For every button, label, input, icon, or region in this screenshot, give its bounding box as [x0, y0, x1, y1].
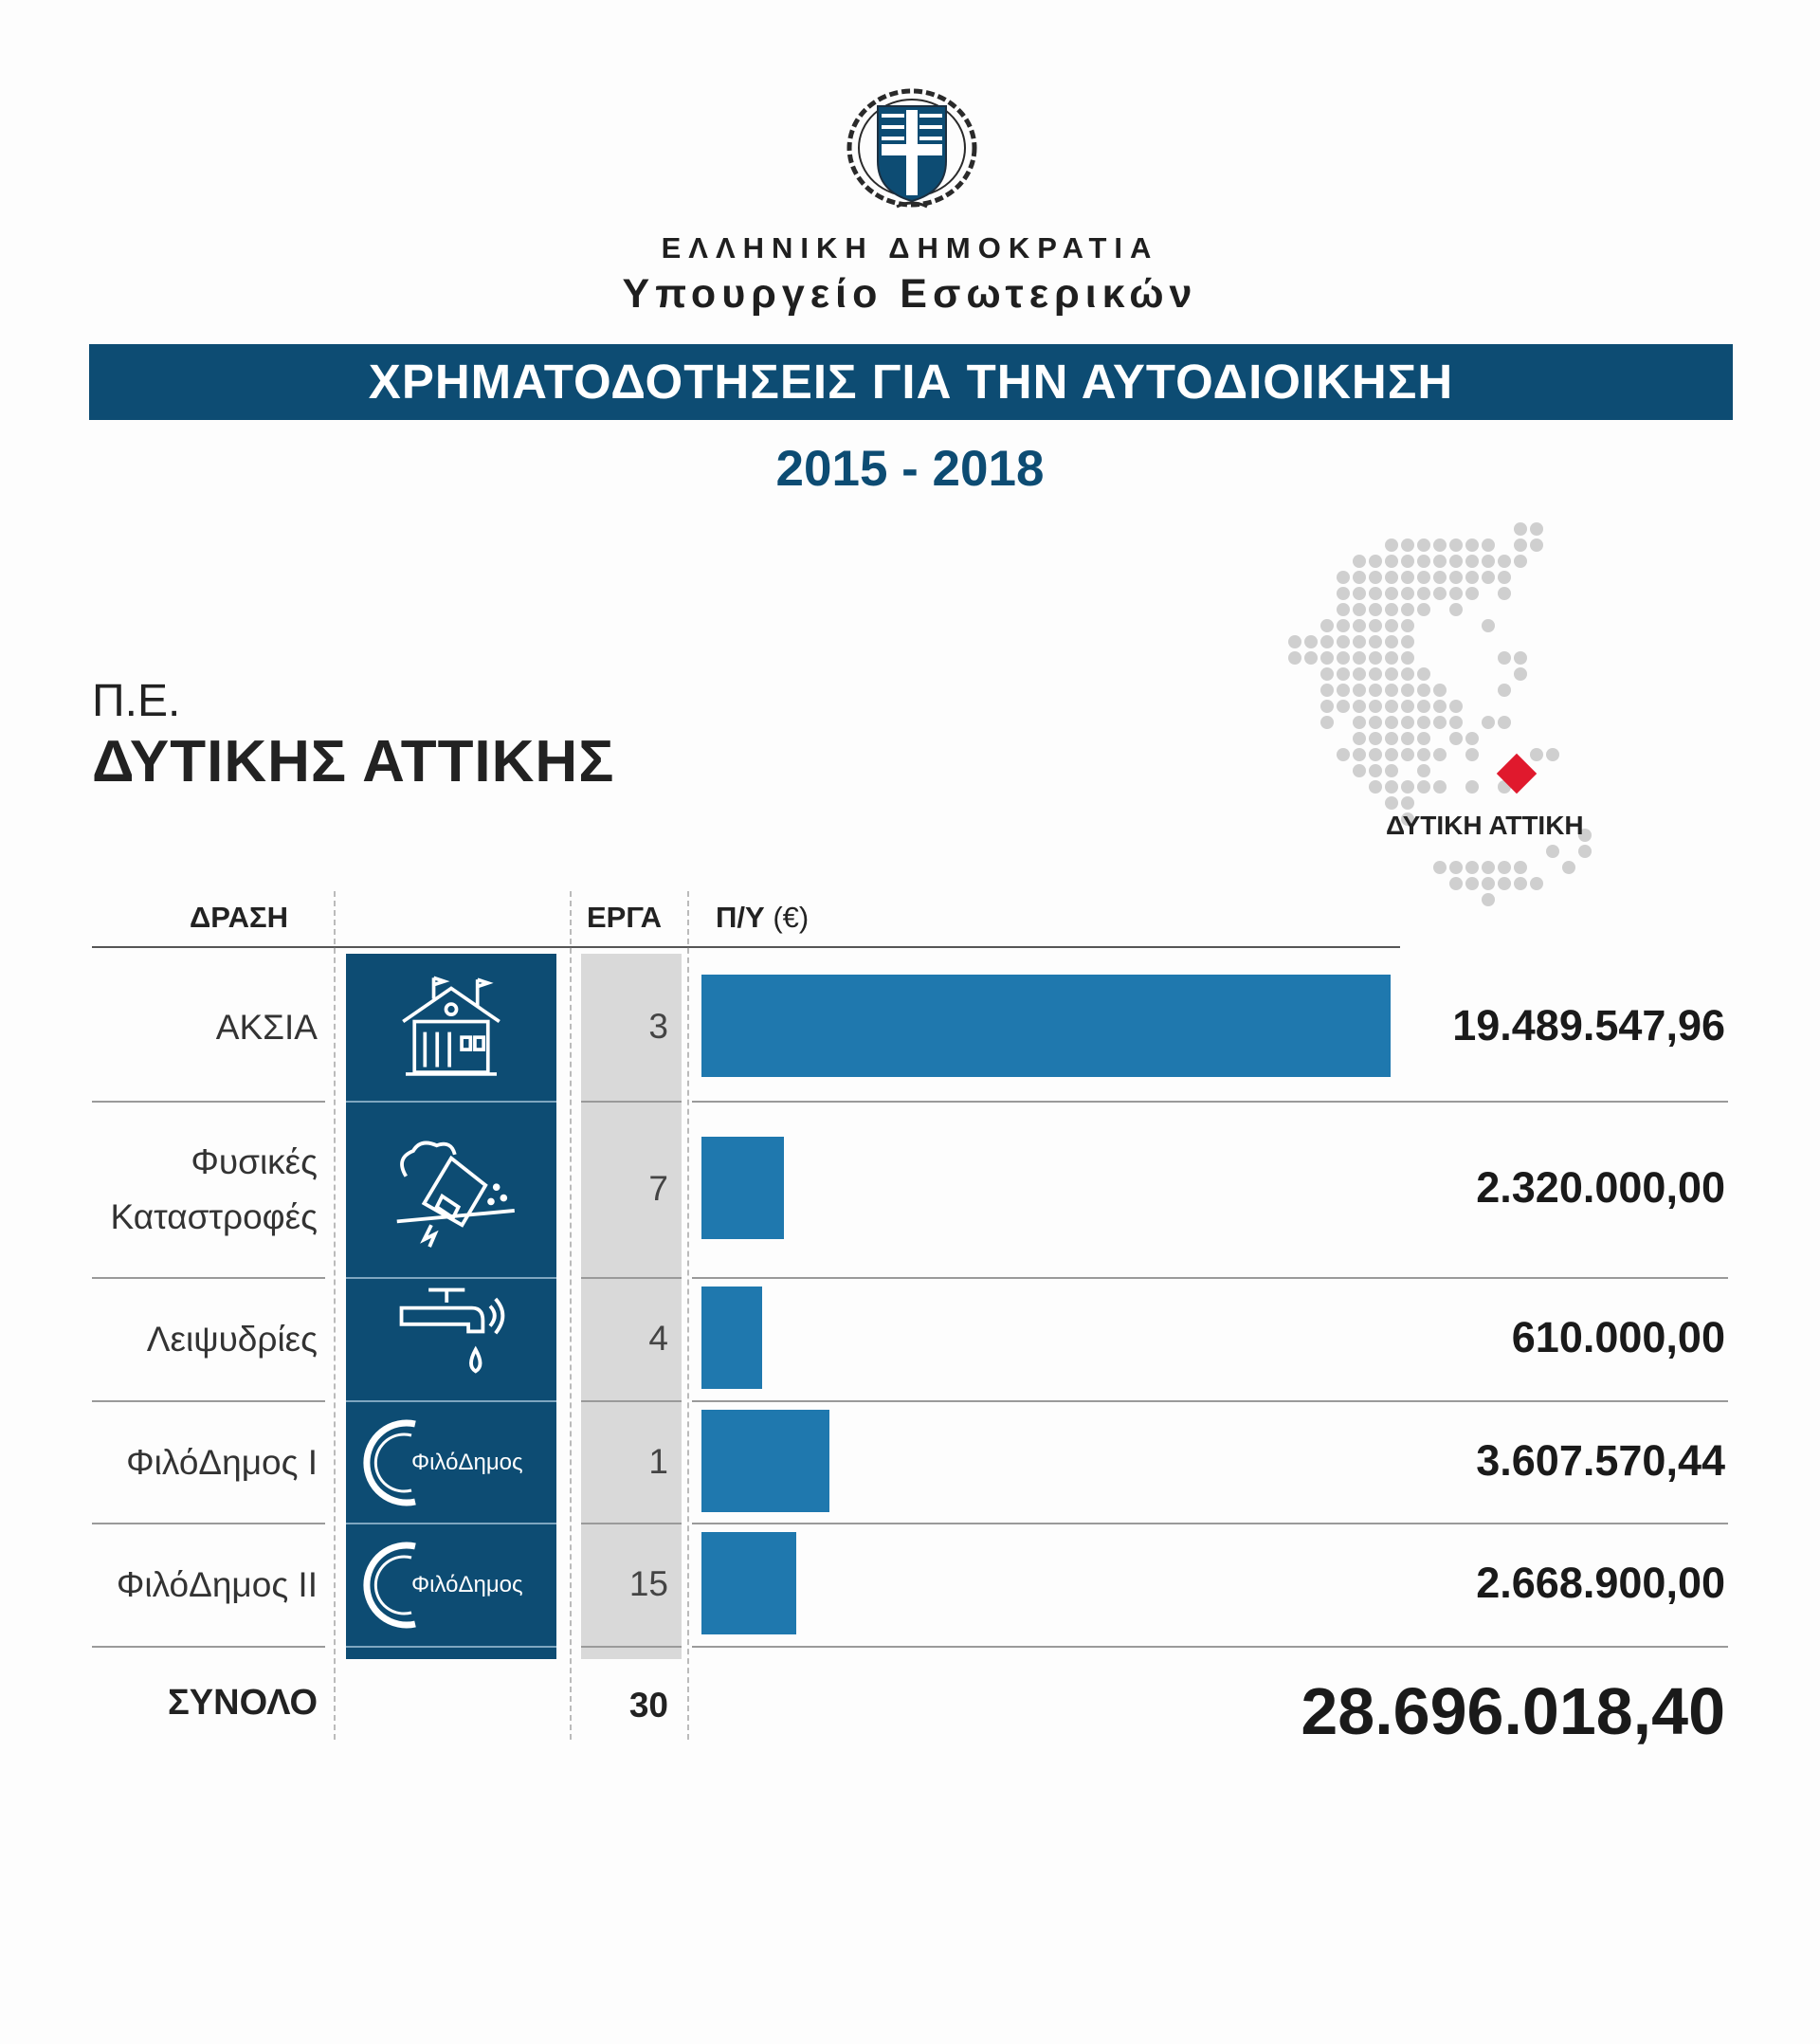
- budget-bar: [701, 1532, 796, 1634]
- row-divider: [581, 1646, 682, 1648]
- row-divider: [92, 1523, 325, 1524]
- map-dot: [1449, 700, 1463, 713]
- map-dot: [1546, 748, 1559, 761]
- map-dot: [1337, 603, 1350, 616]
- map-dot: [1353, 684, 1366, 697]
- column-divider: [334, 891, 336, 1740]
- map-dot: [1385, 555, 1398, 568]
- map-dot: [1401, 555, 1414, 568]
- header-divider: [92, 946, 1400, 948]
- map-dot: [1449, 603, 1463, 616]
- row-divider: [92, 1646, 325, 1648]
- map-dot: [1514, 861, 1527, 874]
- row-divider: [581, 1400, 682, 1402]
- map-dot: [1385, 764, 1398, 777]
- map-dot: [1353, 732, 1366, 745]
- map-dot: [1498, 684, 1511, 697]
- map-dot: [1433, 780, 1447, 794]
- map-dot: [1465, 780, 1479, 794]
- budget-header-label: Π/Υ: [716, 901, 765, 934]
- map-dot: [1449, 571, 1463, 584]
- map-dot: [1385, 796, 1398, 810]
- greek-emblem-icon: [842, 85, 982, 218]
- map-dot: [1514, 651, 1527, 665]
- budget-value-label: 2.668.900,00: [1476, 1559, 1725, 1607]
- map-dot: [1353, 635, 1366, 648]
- map-dot: [1449, 538, 1463, 552]
- natural-disaster-house-icon: [346, 1103, 556, 1277]
- map-dot: [1337, 667, 1350, 681]
- action-label-line: Λειψυδρίες: [146, 1320, 318, 1359]
- map-dot: [1401, 667, 1414, 681]
- ministry-name: Υπουργείο Εσωτερικών: [622, 271, 1198, 317]
- map-dot: [1353, 748, 1366, 761]
- map-dot: [1498, 571, 1511, 584]
- map-dot: [1385, 619, 1398, 632]
- total-projects: 30: [628, 1686, 668, 1725]
- map-dot: [1385, 732, 1398, 745]
- map-dot: [1385, 780, 1398, 794]
- row-divider: [692, 1523, 1728, 1524]
- greece-dot-map: [1280, 512, 1649, 986]
- map-dot: [1417, 700, 1430, 713]
- map-dot: [1465, 538, 1479, 552]
- map-dot: [1482, 893, 1495, 906]
- map-dot: [1530, 522, 1543, 536]
- map-dot: [1498, 587, 1511, 600]
- map-dot: [1433, 571, 1447, 584]
- map-dot: [1482, 571, 1495, 584]
- row-divider: [92, 1277, 325, 1279]
- map-dot: [1449, 555, 1463, 568]
- row-divider: [581, 1523, 682, 1524]
- map-dot: [1514, 538, 1527, 552]
- map-dot: [1369, 732, 1382, 745]
- map-dot: [1433, 748, 1447, 761]
- row-divider: [581, 1277, 682, 1279]
- map-dot: [1320, 619, 1334, 632]
- map-dot: [1385, 587, 1398, 600]
- map-dot: [1369, 635, 1382, 648]
- school-building-icon: [346, 954, 556, 1101]
- map-dot: [1385, 603, 1398, 616]
- years-subtitle: 2015 - 2018: [775, 441, 1045, 497]
- budget-value-label: 610.000,00: [1511, 1313, 1725, 1361]
- filodimos-logo-icon: [346, 1524, 556, 1646]
- map-dot: [1353, 651, 1366, 665]
- map-dot: [1449, 716, 1463, 729]
- map-dot: [1353, 667, 1366, 681]
- map-region-label: ΔΥΤΙΚΗ ΑΤΤΙΚΗ: [1386, 811, 1584, 840]
- water-tap-icon: [346, 1279, 556, 1400]
- map-dot: [1417, 764, 1430, 777]
- map-dot: [1482, 555, 1495, 568]
- map-dot: [1401, 571, 1414, 584]
- map-dot: [1369, 587, 1382, 600]
- map-dot: [1304, 635, 1318, 648]
- total-label: ΣΥΝΟΛΟ: [167, 1683, 318, 1723]
- map-dot: [1337, 635, 1350, 648]
- map-dot: [1417, 571, 1430, 584]
- map-dot: [1385, 571, 1398, 584]
- projects-count: 7: [648, 1169, 668, 1208]
- map-dot: [1353, 603, 1366, 616]
- map-dot: [1369, 571, 1382, 584]
- map-dot: [1417, 684, 1430, 697]
- map-dot: [1417, 603, 1430, 616]
- map-dot: [1353, 716, 1366, 729]
- map-dot: [1546, 845, 1559, 858]
- map-dot: [1353, 619, 1366, 632]
- projects-count: 15: [628, 1564, 668, 1603]
- map-dot: [1401, 651, 1414, 665]
- map-dot: [1433, 716, 1447, 729]
- map-dot: [1369, 716, 1382, 729]
- row-divider: [346, 1646, 556, 1648]
- map-dot: [1369, 555, 1382, 568]
- map-dot: [1514, 877, 1527, 890]
- map-dot: [1465, 571, 1479, 584]
- row-divider: [692, 1400, 1728, 1402]
- map-dot: [1530, 748, 1543, 761]
- row-divider: [692, 1646, 1728, 1648]
- map-dot: [1369, 748, 1382, 761]
- map-dot: [1320, 716, 1334, 729]
- map-dot: [1417, 716, 1430, 729]
- map-dot: [1433, 861, 1447, 874]
- map-dot: [1465, 587, 1479, 600]
- map-dot: [1369, 619, 1382, 632]
- map-dot: [1562, 861, 1575, 874]
- map-dot: [1320, 651, 1334, 665]
- total-value: 28.696.018,40: [1301, 1674, 1725, 1748]
- action-label-line: Καταστροφές: [110, 1197, 318, 1236]
- map-dot: [1320, 667, 1334, 681]
- budget-bar: [701, 1410, 829, 1512]
- filodimos-logo-text: ΦιλόΔημος: [411, 1572, 523, 1597]
- map-dot: [1337, 587, 1350, 600]
- column-header-action: ΔΡΑΣΗ: [190, 901, 289, 934]
- action-label-line: ΦιλόΔημος Ι: [126, 1442, 318, 1482]
- action-label: [38, 1000, 318, 1055]
- column-header-projects: ΕΡΓΑ: [587, 901, 662, 934]
- map-dot: [1353, 571, 1366, 584]
- title-banner: ΧΡΗΜΑΤΟΔΟΤΗΣΕΙΣ ΓΙΑ ΤΗΝ ΑΥΤΟΔΙΟΙΚΗΣΗ: [89, 344, 1733, 420]
- map-dot: [1514, 522, 1527, 536]
- map-dot: [1320, 635, 1334, 648]
- map-dot: [1385, 651, 1398, 665]
- map-dot: [1385, 667, 1398, 681]
- map-dot: [1433, 538, 1447, 552]
- budget-value-label: 19.489.547,96: [1452, 1000, 1725, 1049]
- column-header-budget: [716, 901, 809, 935]
- action-label: [38, 1135, 318, 1245]
- map-dot: [1304, 651, 1318, 665]
- budget-bar: [701, 1137, 784, 1239]
- map-dot: [1401, 796, 1414, 810]
- map-dot: [1369, 651, 1382, 665]
- map-dot: [1369, 700, 1382, 713]
- map-dot: [1353, 700, 1366, 713]
- map-dot: [1385, 684, 1398, 697]
- map-dot: [1401, 780, 1414, 794]
- map-dot: [1337, 700, 1350, 713]
- row-divider: [92, 1400, 325, 1402]
- map-dot: [1401, 732, 1414, 745]
- column-divider: [687, 891, 689, 1740]
- projects-count: 4: [648, 1319, 668, 1358]
- map-dot: [1482, 538, 1495, 552]
- map-dot: [1465, 861, 1479, 874]
- map-dot: [1337, 748, 1350, 761]
- map-dot: [1320, 700, 1334, 713]
- row-divider: [92, 1101, 325, 1103]
- country-name: ΕΛΛΗΝΙΚΗ ΔΗΜΟΚΡΑΤΙΑ: [661, 231, 1159, 265]
- map-dot: [1369, 780, 1382, 794]
- map-dot: [1498, 716, 1511, 729]
- projects-column: [581, 954, 682, 1659]
- map-dot: [1385, 538, 1398, 552]
- region-name: ΔΥΤΙΚΗΣ ΑΤΤΙΚΗΣ: [92, 729, 615, 794]
- map-dot: [1449, 732, 1463, 745]
- filodimos-logo-text: ΦιλόΔημος: [411, 1449, 523, 1475]
- action-label-line: ΑΚΣΙΑ: [215, 1007, 318, 1047]
- map-dot: [1514, 555, 1527, 568]
- row-divider: [692, 1101, 1728, 1103]
- map-dot: [1465, 555, 1479, 568]
- map-dot: [1482, 619, 1495, 632]
- map-dot: [1417, 555, 1430, 568]
- map-dot: [1465, 732, 1479, 745]
- budget-bar: [701, 975, 1391, 1077]
- map-dot: [1401, 587, 1414, 600]
- map-dot: [1385, 716, 1398, 729]
- map-dot: [1401, 700, 1414, 713]
- map-dot: [1353, 555, 1366, 568]
- map-dot: [1433, 555, 1447, 568]
- map-dot: [1498, 877, 1511, 890]
- map-dot: [1433, 587, 1447, 600]
- map-dot: [1417, 732, 1430, 745]
- region-prefix: Π.Ε.: [92, 676, 181, 726]
- map-dot: [1337, 571, 1350, 584]
- action-label: [38, 1558, 318, 1613]
- map-dot: [1417, 538, 1430, 552]
- map-dot: [1465, 877, 1479, 890]
- map-dot: [1417, 780, 1430, 794]
- budget-bar: [701, 1287, 762, 1389]
- map-dot: [1498, 651, 1511, 665]
- map-dot: [1417, 748, 1430, 761]
- filodimos-logo-icon: [346, 1402, 556, 1523]
- budget-header-unit: (€): [773, 901, 810, 934]
- map-dot: [1337, 651, 1350, 665]
- map-dot: [1449, 861, 1463, 874]
- map-dot: [1433, 684, 1447, 697]
- map-dot: [1401, 603, 1414, 616]
- map-dot: [1401, 635, 1414, 648]
- projects-count: 3: [648, 1006, 668, 1046]
- action-label: [38, 1312, 318, 1367]
- map-dot: [1401, 716, 1414, 729]
- map-dot: [1353, 587, 1366, 600]
- row-divider: [692, 1277, 1728, 1279]
- map-dot: [1465, 748, 1479, 761]
- map-dot: [1449, 877, 1463, 890]
- action-label-line: Φυσικές: [191, 1142, 318, 1181]
- map-dot: [1288, 635, 1301, 648]
- map-dot: [1337, 619, 1350, 632]
- action-label: [38, 1435, 318, 1490]
- map-dot: [1288, 651, 1301, 665]
- map-dot: [1337, 684, 1350, 697]
- map-dot: [1482, 861, 1495, 874]
- map-dot: [1530, 877, 1543, 890]
- map-dot: [1369, 684, 1382, 697]
- budget-value-label: 2.320.000,00: [1476, 1163, 1725, 1212]
- map-dot: [1498, 861, 1511, 874]
- map-dot: [1417, 667, 1430, 681]
- action-label-line: ΦιλόΔημος ΙΙ: [116, 1565, 318, 1604]
- map-dot: [1385, 635, 1398, 648]
- projects-count: 1: [648, 1441, 668, 1481]
- map-dot: [1578, 845, 1592, 858]
- column-divider: [570, 891, 572, 1740]
- map-dot: [1514, 667, 1527, 681]
- map-dot: [1385, 700, 1398, 713]
- map-dot: [1530, 538, 1543, 552]
- map-dot: [1369, 603, 1382, 616]
- map-dot: [1385, 748, 1398, 761]
- map-dot: [1498, 555, 1511, 568]
- map-dot: [1433, 700, 1447, 713]
- budget-value-label: 3.607.570,44: [1476, 1435, 1725, 1485]
- map-dot: [1449, 587, 1463, 600]
- map-dot: [1417, 587, 1430, 600]
- map-dot: [1401, 538, 1414, 552]
- row-divider: [581, 1101, 682, 1103]
- map-dot: [1482, 716, 1495, 729]
- map-dot: [1320, 684, 1334, 697]
- map-dot: [1482, 877, 1495, 890]
- map-dot: [1353, 764, 1366, 777]
- map-dot: [1369, 764, 1382, 777]
- map-dot: [1401, 684, 1414, 697]
- map-dot: [1369, 667, 1382, 681]
- map-dot: [1401, 748, 1414, 761]
- map-dot: [1401, 619, 1414, 632]
